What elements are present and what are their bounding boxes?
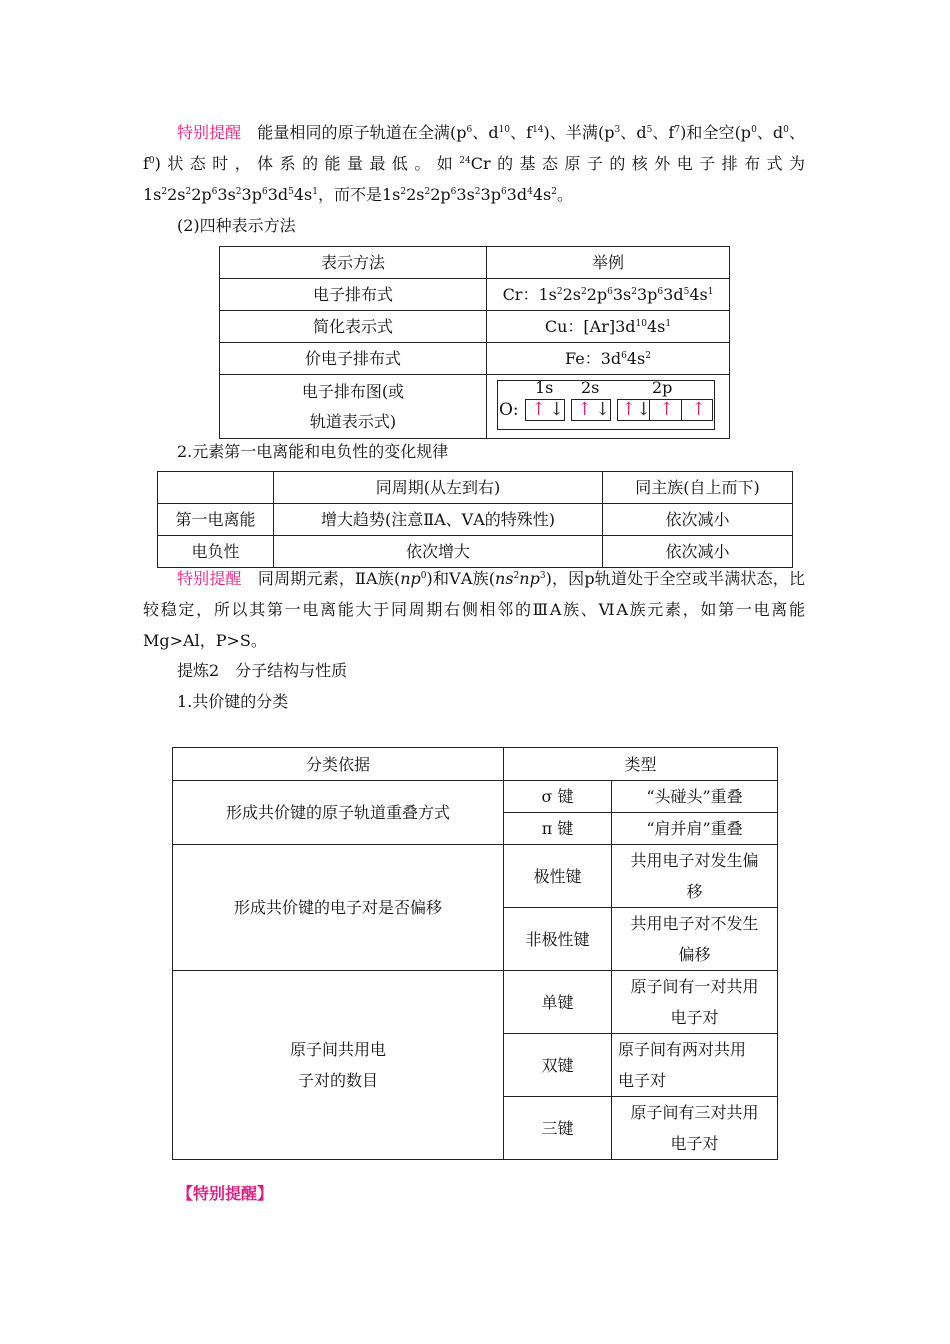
orbital-diagram-cell bbox=[487, 375, 730, 439]
table3-type: 极性键 bbox=[504, 845, 612, 908]
table1-cell-method: 电子排布式 bbox=[220, 279, 487, 311]
table2-cell: 依次减小 bbox=[603, 504, 793, 536]
spin-down-arrow-icon: ↓ bbox=[595, 398, 611, 420]
table2-row-label: 电负性 bbox=[158, 536, 274, 568]
table2-corner bbox=[158, 472, 274, 504]
ionization-electronegativity-table bbox=[157, 471, 793, 568]
table3-basis: 形成共价键的原子轨道重叠方式 bbox=[173, 781, 504, 845]
subheading-covalent-bond: 1.共价键的分类 bbox=[177, 692, 289, 711]
table3-type: 单键 bbox=[504, 971, 612, 1034]
table2-cell: 依次减小 bbox=[603, 536, 793, 568]
table3-basis: 原子间共用电 子对的数目 bbox=[173, 971, 504, 1160]
table3-type: σ 键 bbox=[504, 781, 612, 813]
spin-up-arrow-icon: ↑ bbox=[691, 398, 707, 420]
table3-desc: 原子间有一对共用 电子对 bbox=[612, 971, 778, 1034]
table3-basis: 形成共价键的电子对是否偏移 bbox=[173, 845, 504, 971]
orbital-label-2p: 2p bbox=[652, 377, 673, 397]
table1-cell-example: Fe：$3d^64s^2$ bbox=[487, 343, 730, 375]
table3-type: 双键 bbox=[504, 1034, 612, 1097]
table3-type: 非极性键 bbox=[504, 908, 612, 971]
table1-cell-method: 简化表示式 bbox=[220, 311, 487, 343]
table3-desc: 共用电子对发生偏 移 bbox=[612, 845, 778, 908]
note-label: 特别提醒 bbox=[177, 123, 242, 142]
table2-header-period: 同周期(从左到右) bbox=[274, 472, 603, 504]
table2-header-group: 同主族(自上而下) bbox=[603, 472, 793, 504]
table1-cell-example: Cr：$1s^22s^22p^63s^23p^63d^54s^1$ bbox=[487, 279, 730, 311]
table3-desc: “肩并肩”重叠 bbox=[612, 813, 778, 845]
table1-cell-method: 价电子排布式 bbox=[220, 343, 487, 375]
note-label: 特别提醒 bbox=[177, 569, 242, 588]
section-title-four-methods: (2)四种表示方法 bbox=[177, 216, 296, 235]
table2-cell: 增大趋势(注意ⅡA、ⅤA的特殊性) bbox=[274, 504, 603, 536]
table3-desc: “头碰头”重叠 bbox=[612, 781, 778, 813]
table3-header-type: 类型 bbox=[504, 748, 778, 781]
note-paragraph-1: 特别提醒 能量相同的原子轨道在全满($p^6$、$d^{10}$、$f^{14}$)、半满($p^3$、$d^5$、$f^7$)和全空($p^0$、$d^0$、$f^0$)状态时，体系的能量最低。如$^{24}$Cr的基态原子的核外电子排布式为$1s^22s^22p^63s^23p^63d^54s^1$，而不是$1s^22s^22p^63s^23p^63d^44s^2$。 bbox=[143, 123, 805, 204]
representation-table bbox=[219, 246, 730, 439]
table1-header-method: 表示方法 bbox=[220, 247, 487, 279]
atom-symbol: O: bbox=[499, 399, 519, 420]
table3-desc: 原子间有两对共用 电子对 bbox=[612, 1034, 778, 1097]
table3-type: π 键 bbox=[504, 813, 612, 845]
orbital-label-1s: 1s bbox=[535, 377, 554, 397]
orbital-label-2s: 2s bbox=[581, 377, 600, 397]
special-note-heading: 【特别提醒】 bbox=[177, 1184, 274, 1203]
spin-up-arrow-icon: ↑ bbox=[659, 398, 675, 420]
note-paragraph-2: 特别提醒 同周期元素，ⅡA族$(np^0)$和ⅤA族$(ns^2np^3)$，因p轨道处于全空或半满状态，比较稳定，所以其第一电离能大于同周期右侧相邻的ⅢA族、ⅥA族元素，如第一电离能Mg>Al，P>S。 bbox=[143, 569, 805, 650]
table1-cell-example: Cu：$[Ar]3d^{10}4s^1$ bbox=[487, 311, 730, 343]
table3-desc: 原子间有三对共用 电子对 bbox=[612, 1097, 778, 1160]
covalent-bond-table bbox=[172, 747, 778, 1160]
table1-header-example: 举例 bbox=[487, 247, 730, 279]
table1-cell-method: 电子排布图(或 轨道表示式) bbox=[220, 375, 487, 439]
heading-molecular-structure: 提炼2 分子结构与性质 bbox=[177, 661, 348, 680]
spin-down-arrow-icon: ↓ bbox=[636, 398, 652, 420]
table3-desc: 共用电子对不发生 偏移 bbox=[612, 908, 778, 971]
spin-up-arrow-icon: ↑ bbox=[621, 398, 637, 420]
orbital-diagram bbox=[493, 378, 723, 436]
section-title-ionization: 2.元素第一电离能和电负性的变化规律 bbox=[177, 442, 449, 461]
table2-cell: 依次增大 bbox=[274, 536, 603, 568]
spin-up-arrow-icon: ↑ bbox=[577, 398, 593, 420]
table3-type: 三键 bbox=[504, 1097, 612, 1160]
orbital-divider bbox=[681, 399, 682, 421]
table2-row-label: 第一电离能 bbox=[158, 504, 274, 536]
spin-up-arrow-icon: ↑ bbox=[531, 398, 547, 420]
spin-down-arrow-icon: ↓ bbox=[549, 398, 565, 420]
table3-header-basis: 分类依据 bbox=[173, 748, 504, 781]
